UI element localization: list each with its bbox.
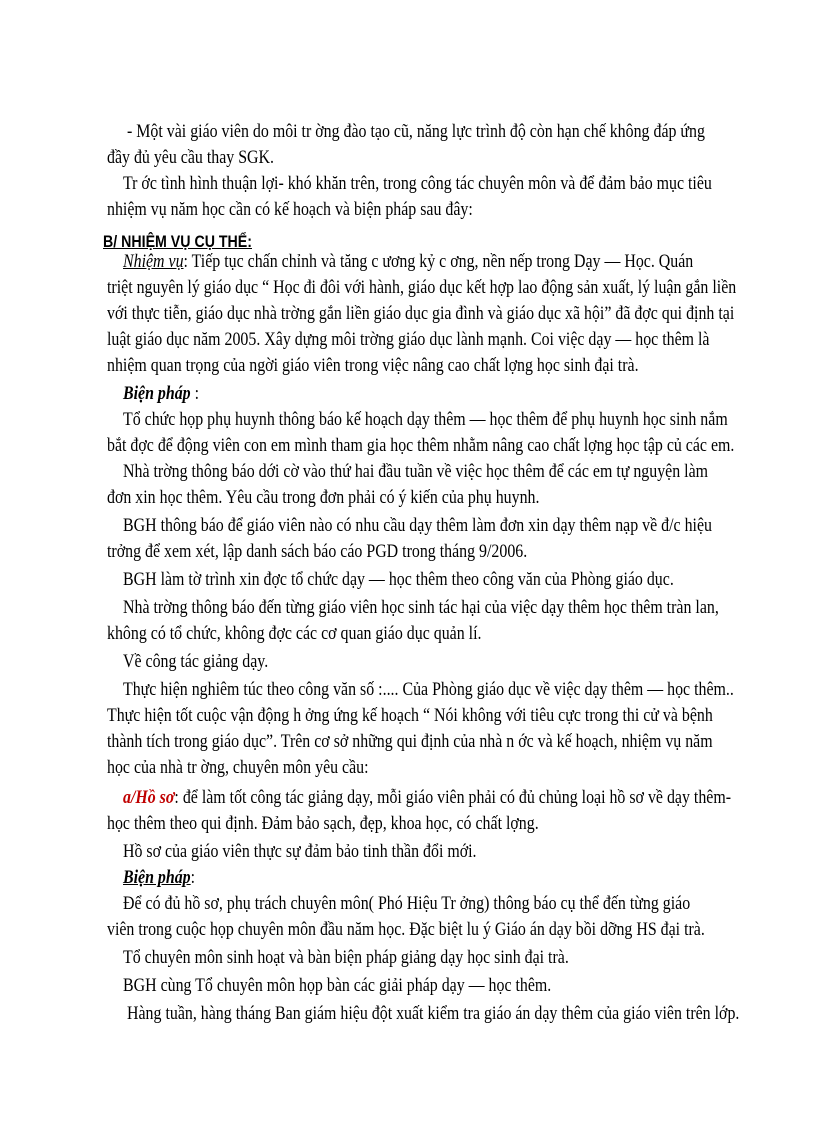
records-line1 (123, 786, 731, 811)
task-line1-text: : Tiếp tục chấn chỉnh và tăng c ương kỷ c ơng, nền nếp trong Dạy — Học. Quán (183, 252, 694, 272)
records-line2: học thêm theo qui định. Đảm bảo sạch, đẹp, khoa học, có chất lợng. (107, 814, 539, 834)
records-line1-text: : để làm tốt công tác giảng dạy, mỗi giáo viên phải có đủ chủng loại hồ sơ về dạy thêm- (174, 788, 732, 808)
measures2-colon: : (190, 868, 196, 888)
measures1-line: Thực hiện nghiêm túc theo công văn số :.... Của Phòng giáo dục về việc dạy thêm — học thêm.. (123, 680, 734, 700)
measures1-line: BGH làm tờ trình xin đợc tổ chức dạy — học thêm theo công văn của Phòng giáo dục. (123, 570, 674, 590)
measures1-heading (123, 382, 199, 407)
task-line1 (123, 250, 693, 275)
measures1-line: Thực hiện tốt cuộc vận động h ởng ứng kế hoạch “ Nói không với tiêu cực trong thi cử và bệnh (107, 706, 713, 726)
measures1-line: Về công tác giảng dạy. (123, 652, 269, 672)
measures1-colon: : (190, 384, 200, 404)
records-label: a/Hồ sơ (123, 788, 175, 808)
section-heading: B/ NHIỆM VỤ CỤ THỂ: (103, 233, 252, 251)
records-line3: Hồ sơ của giáo viên thực sự đảm bảo tinh thần đổi mới. (123, 842, 477, 862)
task-line3: với thực tiễn, giáo dục nhà trờng gắn liền giáo dục gia đình và giáo dục xã hội” đã đợc qui định tại (107, 304, 735, 324)
measures2-label: Biện pháp (123, 868, 191, 888)
task-line4: luật giáo dục năm 2005. Xây dựng môi trờng giáo dục lành mạnh. Coi việc dạy — học thêm là (107, 330, 710, 350)
measures1-label: Biện pháp (123, 384, 191, 404)
measures2-line: Tổ chuyên môn sinh hoạt và bàn biện pháp giảng dạy học sinh đại trà. (123, 948, 569, 968)
measures2-line: Để có đủ hồ sơ, phụ trách chuyên môn( Phó Hiệu Tr ởng) thông báo cụ thể đến từng giáo (123, 894, 691, 914)
measures2-line: viên trong cuộc họp chuyên môn đầu năm học. Đặc biệt lu ý Giáo án dạy bồi dỡng HS đại trà. (107, 920, 705, 940)
measures2-heading (123, 866, 195, 891)
para1-line2: đầy đủ yêu cầu thay SGK. (107, 148, 275, 168)
para1-line1: - Một vài giáo viên do môi tr ờng đào tạo cũ, năng lực trình độ còn hạn chế không đáp ứng (127, 122, 705, 142)
task-line2: triệt nguyên lý giáo dục “ Học đi đôi với hành, giáo dục kết hợp lao động sản xuất, lý luận gắn liền (107, 278, 737, 298)
measures2-line: BGH cùng Tổ chuyên môn họp bàn các giải pháp dạy — học thêm. (123, 976, 552, 996)
task-line5: nhiệm quan trọng của ngời giáo viên trong việc nâng cao chất lợng học sinh đại trà. (107, 356, 639, 376)
measures1-line: thành tích trong giáo dục”. Trên cơ sở những qui định của nhà n ớc và kế hoạch, nhiệm vụ năm (107, 732, 713, 752)
measures1-line: đơn xin học thêm. Yêu cầu trong đơn phải có ý kiến của phụ huynh. (107, 488, 540, 508)
measures1-line: bắt đợc để động viên con em mình tham gia học thêm nhằm nâng cao chất lợng học tập củ các em. (107, 436, 735, 456)
measures1-line: Nhà trờng thông báo dới cờ vào thứ hai đầu tuần về việc học thêm để các em tự nguyện làm (123, 462, 709, 482)
para2-line1: Tr ớc tình hình thuận lợi- khó khăn trên, trong công tác chuyên môn và để đảm bảo mục tiêu (123, 174, 712, 194)
measures2-line: Hàng tuần, hàng tháng Ban giám hiệu đột xuất kiểm tra giáo án dạy thêm của giáo viên trên lớp. (127, 1004, 740, 1024)
measures1-line: Nhà trờng thông báo đến từng giáo viên học sinh tác hại của việc dạy thêm học thêm tràn lan, (123, 598, 719, 618)
measures1-line: học của nhà tr ờng, chuyên môn yêu cầu: (107, 758, 369, 778)
para2-line2: nhiệm vụ năm học cần có kế hoạch và biện pháp sau đây: (107, 200, 473, 220)
measures1-line: Tổ chức họp phụ huynh thông báo kế hoạch dạy thêm — học thêm để phụ huynh học sinh nắm (123, 410, 728, 430)
measures1-line: BGH thông báo để giáo viên nào có nhu cầu dạy thêm làm đơn xin dạy thêm nạp về đ/c hiệu (123, 516, 712, 536)
measures1-line: trởng để xem xét, lập danh sách báo cáo PGD trong tháng 9/2006. (107, 542, 528, 562)
task-label: Nhiệm vụ (123, 252, 184, 272)
measures1-line: không có tổ chức, không đợc các cơ quan giáo dục quản lí. (107, 624, 482, 644)
